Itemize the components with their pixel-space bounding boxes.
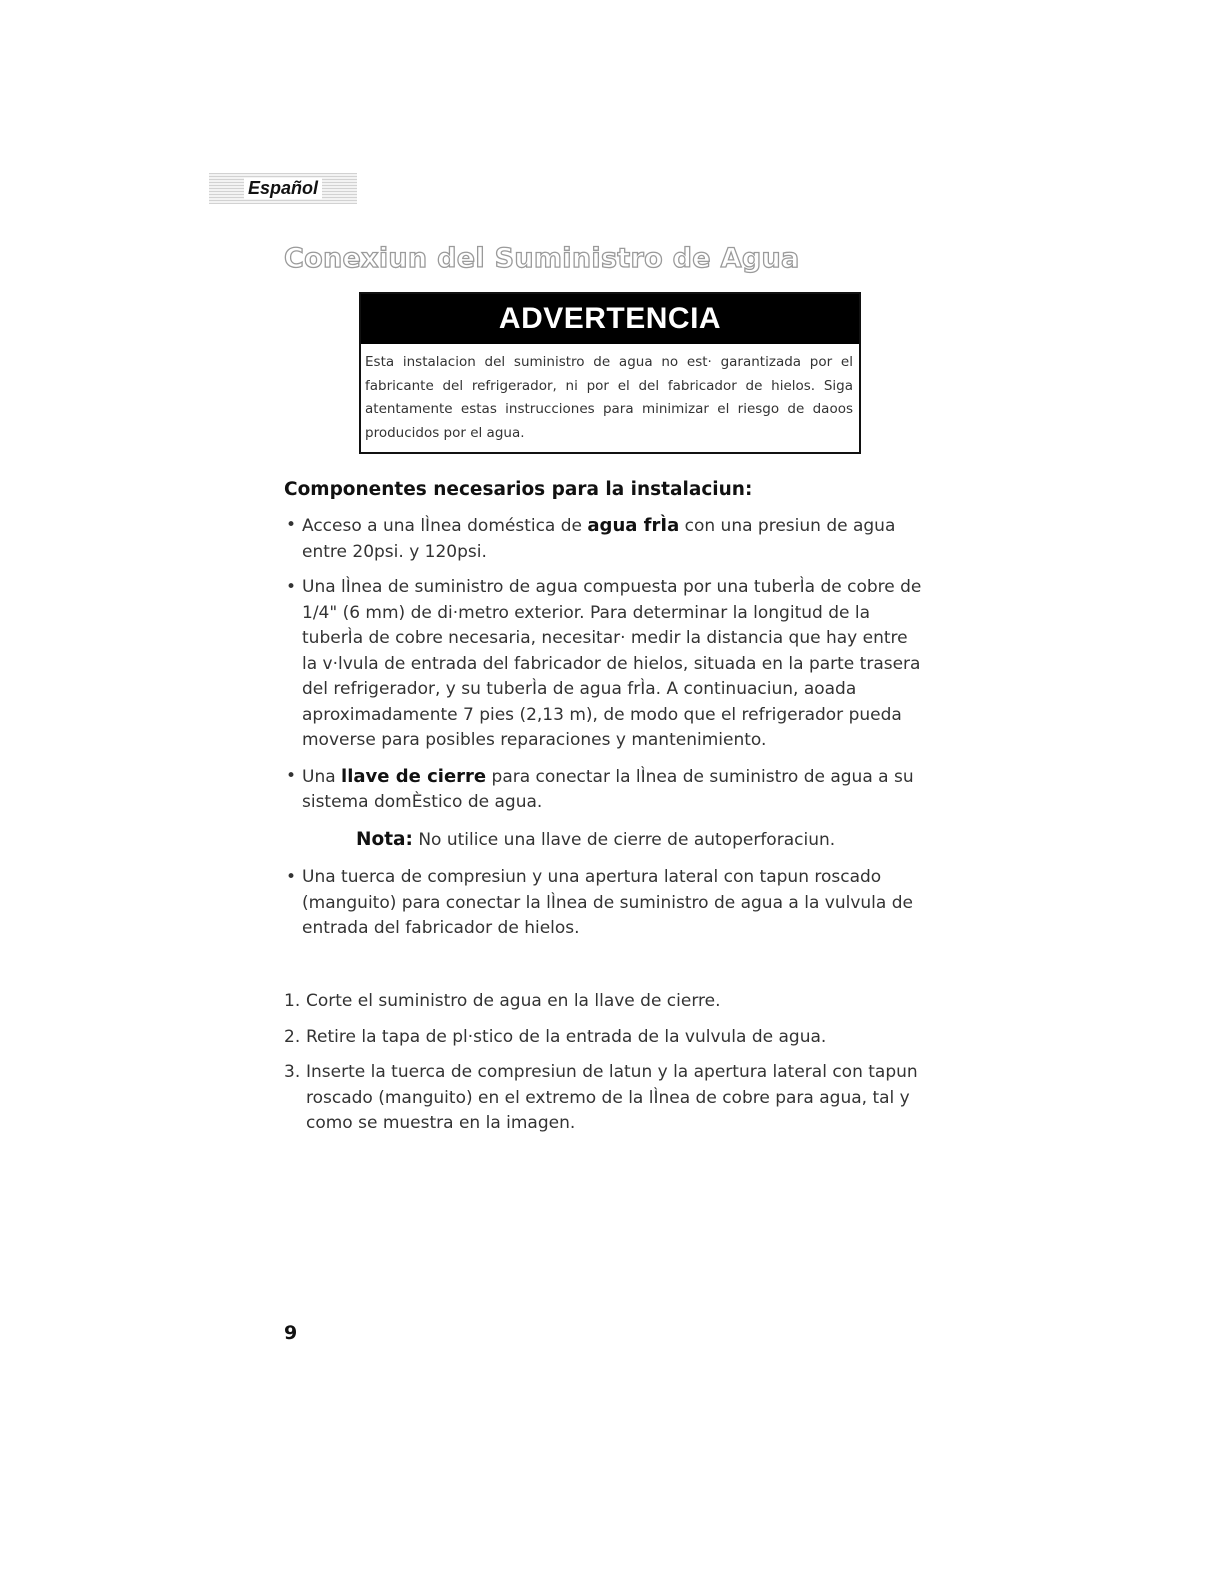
step-number: 3. (284, 1062, 301, 1082)
step-text: Inserte la tuerca de compresiun de latun y la apertura lateral con tapun roscado (manguito) en el extremo de la lÌnea de cobre para agua, tal y como se muestra en la imagen. (306, 1062, 918, 1133)
warning-box (359, 292, 861, 454)
language-tab (209, 173, 357, 204)
steps-list (284, 989, 924, 1147)
bullet-icon: • (286, 765, 297, 786)
list-item-text: Acceso a una lÌnea doméstica de (302, 516, 588, 536)
language-tab-label: Español (244, 178, 322, 199)
step-number: 1. (284, 991, 301, 1011)
step-item (284, 1025, 924, 1051)
step-item (284, 1060, 924, 1137)
list-item (284, 764, 924, 816)
warning-body: Esta instalacion del suministro de agua no est· garantizada por el fabricante del refrigerador, ni por el del fabricador de hielos. Siga atentamente estas instrucciones para minimizar el riesgo de daoos producidos por el agua. (365, 354, 853, 441)
step-item (284, 989, 924, 1015)
warning-header: ADVERTENCIA (361, 294, 859, 344)
list-item (284, 865, 924, 942)
list-item-emphasis: llave de cierre (341, 765, 487, 787)
list-item-text: para conectar la lÌnea de suministro de agua a su sistema domÈstico de agua. (302, 766, 914, 812)
list-item-text: Una lÌnea de suministro de agua compuesta por una tuberÌa de cobre de 1/4" (6 mm) de di·metro exterior. Para determinar la longitud de la tuberÌa de cobre necesaria, necesitar· medir la distancia que hay entre la v·lvula de entrada del fabricador de hielos, situada en la parte trasera del refrigerador, y su tuberÌa de agua frÌa. A continuaciun, aoada aproximadamente 7 pies (2,13 m), de modo que el refrigerador pueda moverse para posibles reparaciones y mantenimiento. (302, 577, 922, 750)
list-item (284, 513, 924, 565)
bullet-icon: • (286, 577, 297, 597)
components-title: Componentes necesarios para la instalaciun: (284, 479, 753, 500)
step-number: 2. (284, 1026, 301, 1047)
list-item (284, 575, 924, 754)
step-text: Corte el suministro de agua en la llave de cierre. (306, 991, 721, 1011)
step-text: Retire la tapa de pl·stico de la entrada de la vulvula de agua. (306, 1026, 827, 1047)
section-title: Conexiun del Suministro de Agua (284, 243, 800, 274)
components-list (284, 513, 924, 826)
page-number: 9 (284, 1322, 298, 1344)
note-label: Nota: (356, 829, 413, 850)
list-item-text: Una (302, 766, 342, 787)
note-text: No utilice una llave de cierre de autoperforaciun. (412, 830, 836, 850)
list-item-text: Una tuerca de compresiun y una apertura lateral con tapun roscado (manguito) para conectar la lÌnea de suministro de agua a la vulvula de entrada del fabricador de hielos. (302, 867, 913, 938)
bullet-icon: • (286, 867, 297, 887)
list-item-emphasis: agua frÌa (587, 515, 680, 536)
note (356, 827, 835, 853)
list-item-text: con una presiun de agua entre 20psi. y 120psi. (302, 516, 896, 562)
bullet-icon: • (286, 515, 297, 535)
components-list-continued (284, 865, 924, 952)
